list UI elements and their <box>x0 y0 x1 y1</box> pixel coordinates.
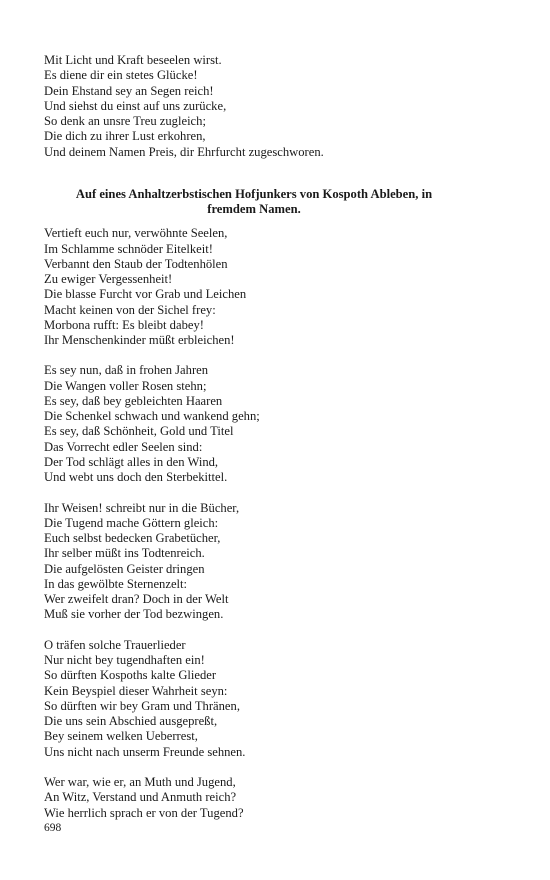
verse-line: Die aufgelösten Geister dringen <box>44 561 205 576</box>
verse-line: Nur nicht bey tugendhaften ein! <box>44 653 205 668</box>
page-number: 698 <box>44 822 62 834</box>
verse-line: Es sey, daß Schönheit, Gold und Titel <box>44 424 234 439</box>
verse-line: Im Schlamme schnöder Eitelkeit! <box>44 241 213 256</box>
verse-line: So dürften wir bey Gram und Thränen, <box>44 698 240 713</box>
verse-line: Das Vorrecht edler Seelen sind: <box>44 439 203 454</box>
verse-line: Euch selbst bedecken Grabetücher, <box>44 531 221 546</box>
verse-line: Ihr Weisen! schreibt nur in die Bücher, <box>44 500 240 515</box>
stanza-4 <box>44 638 464 760</box>
verse-line: Und deinem Namen Preis, dir Ehrfurcht zugeschworen. <box>44 144 324 159</box>
verse-line: Wer zweifelt dran? Doch in der Welt <box>44 592 229 607</box>
verse-line: Der Tod schlägt alles in den Wind, <box>44 454 219 469</box>
verse-line: Es sey nun, daß in frohen Jahren <box>44 363 209 378</box>
verse-line: Muß sie vorher der Tod bezwingen. <box>44 607 224 622</box>
verse-line: Wer war, wie er, an Muth und Jugend, <box>44 775 236 789</box>
verse-line: Mit Licht und Kraft beseelen wirst. <box>44 53 222 67</box>
stanza-2 <box>44 363 464 485</box>
verse-line: Ihr selber müßt ins Todtenreich. <box>44 546 205 561</box>
verse-line: Und webt uns doch den Sterbekittel. <box>44 470 228 485</box>
stanza-5 <box>44 775 464 821</box>
verse-line: Wie herrlich sprach er von der Tugend? <box>44 805 244 820</box>
verse-line: Dein Ehstand sey an Segen reich! <box>44 83 214 98</box>
verse-line: Morbona rufft: Es bleibt dabey! <box>44 317 204 332</box>
verse-line: An Witz, Verstand und Anmuth reich? <box>44 790 237 805</box>
verse-line: Die dich zu ihrer Lust erkohren, <box>44 129 206 144</box>
verse-line: Bey seinem welken Ueberrest, <box>44 729 198 744</box>
verse-line: Es sey, daß bey gebleichten Haaren <box>44 393 223 408</box>
verse-line: Die Wangen voller Rosen stehn; <box>44 378 207 393</box>
page-body <box>44 53 464 836</box>
opening-stanza <box>44 53 464 160</box>
verse-line: Kein Beyspiel dieser Wahrheit seyn: <box>44 683 228 698</box>
verse-line: Macht keinen von der Sichel frey: <box>44 302 216 317</box>
poem-title <box>44 187 464 218</box>
poem-title-line: Auf eines Anhaltzerbstischen Hofjunkers von Kospoth Ableben, in <box>75 186 433 201</box>
verse-line: Es diene dir ein stetes Glücke! <box>44 68 198 83</box>
verse-line: Die uns sein Abschied ausgepreßt, <box>44 714 218 729</box>
verse-line: Uns nicht nach unserm Freunde sehnen. <box>44 744 246 759</box>
verse-line: Verbannt den Staub der Todtenhölen <box>44 256 228 271</box>
verse-line: Die blasse Furcht vor Grab und Leichen <box>44 287 247 302</box>
verse-line: Zu ewiger Vergessenheit! <box>44 272 173 286</box>
verse-line: Die Tugend mache Göttern gleich: <box>44 515 219 530</box>
verse-line: Ihr Menschenkinder müßt erbleichen! <box>44 333 235 347</box>
verse-line: In das gewölbte Sternenzelt: <box>44 576 188 591</box>
verse-line: Die Schenkel schwach und wankend gehn; <box>44 409 260 424</box>
verse-line: O träfen solche Trauerlieder <box>44 637 186 652</box>
verse-line: So denk an unsre Treu zugleich; <box>44 114 206 128</box>
stanza-1 <box>44 226 464 348</box>
verse-line: Und siehst du einst auf uns zurücke, <box>44 98 227 113</box>
stanza-3 <box>44 501 464 623</box>
verse-line: So dürften Kospoths kalte Glieder <box>44 668 217 683</box>
verse-line: Vertieft euch nur, verwöhnte Seelen, <box>44 226 228 241</box>
poem-title-line: fremdem Namen. <box>207 202 301 216</box>
